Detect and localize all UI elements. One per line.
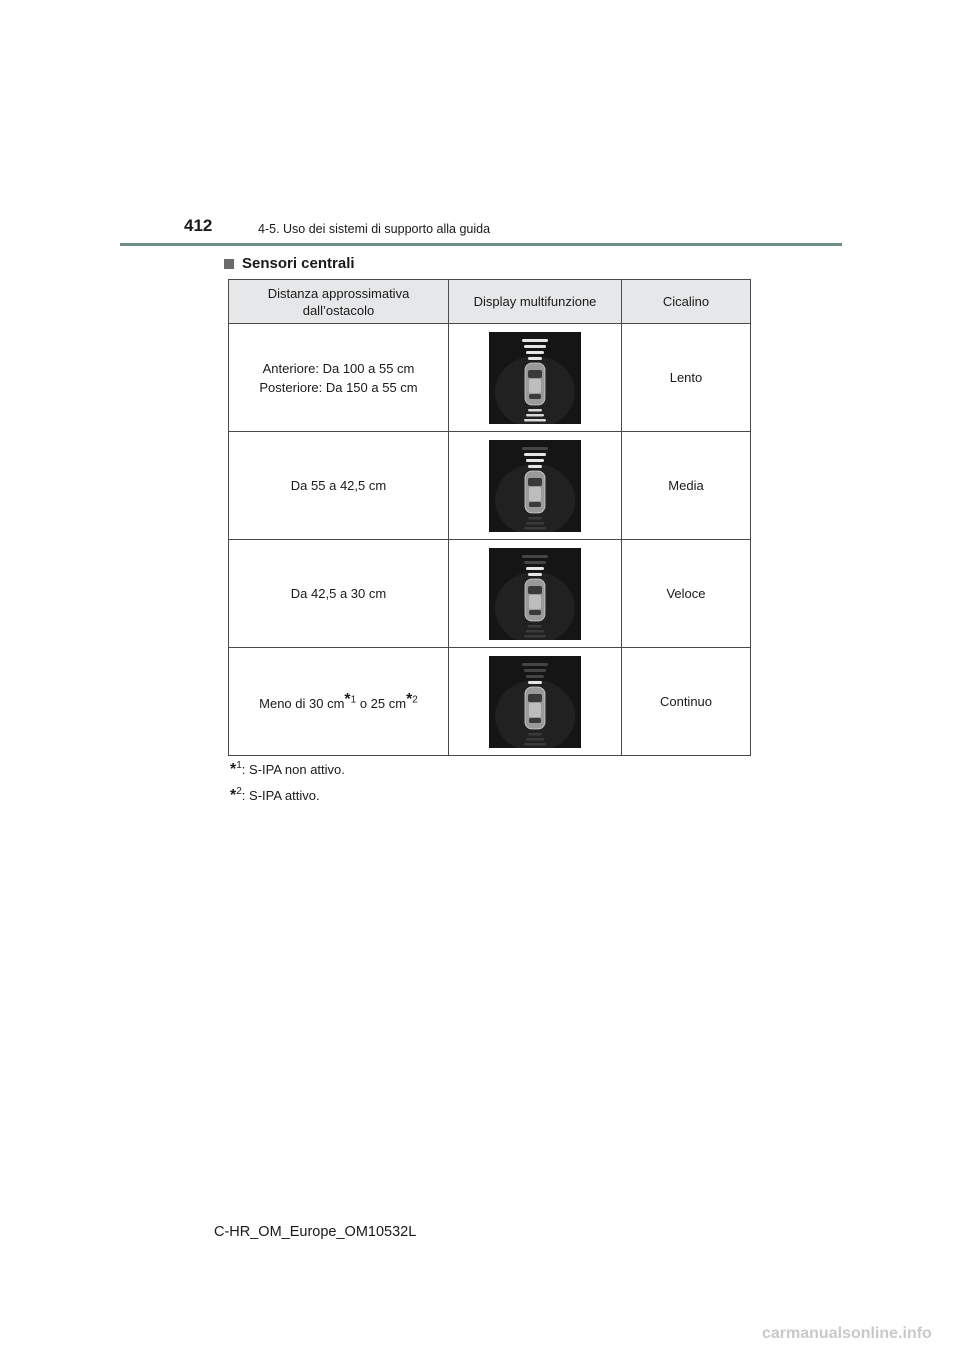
distance-cell: Da 55 a 42,5 cm [229,432,449,540]
header-buzzer: Cicalino [622,280,751,324]
multi-information-display-image [489,440,581,532]
buzzer-cell: Veloce [622,540,751,648]
rear-sensor-bar [526,738,544,741]
table-row [229,324,751,432]
buzzer-cell: Media [622,432,751,540]
footnote-2 [230,786,320,805]
front-sensor-bar [524,453,546,456]
multi-information-display-image [489,332,581,424]
footnote-star-icon: * [230,761,237,778]
footnote-text: : S-IPA attivo. [241,788,320,803]
car-rear-window-icon [529,394,541,399]
car-windshield-icon [528,694,542,702]
car-windshield-icon [528,370,542,378]
distance-cell: Da 42,5 a 30 cm [229,540,449,648]
multi-information-display-image [489,548,581,640]
front-sensor-bar [528,465,542,468]
footnote-number: 1 [236,760,242,771]
distance-cell [229,648,449,756]
header-rule [120,243,842,246]
distance-cell [229,324,449,432]
rear-sensor-bar [524,527,546,530]
table-header-row [229,280,751,324]
car-rear-window-icon [529,610,541,615]
rear-sensor-bar [524,635,546,638]
distance-rear: Posteriore: Da 150 a 55 cm [259,379,418,395]
distance-front: Anteriore: Da 100 a 55 cm [262,360,415,376]
front-sensor-bar [526,351,544,354]
page-number: 412 [184,216,213,235]
footnote-star-icon: * [406,691,413,708]
watermark: carmanualsonline.info [762,1325,932,1342]
rear-sensor-bar [524,419,546,422]
footnote-ref: 1 [350,694,357,706]
multi-information-display-image [489,656,581,748]
rear-sensor-bar [524,743,546,746]
display-cell [449,648,622,756]
car-roof-icon [529,487,541,501]
document-code: C-HR_OM_Europe_OM10532L [214,1224,417,1240]
car-roof-icon [529,703,541,717]
chapter-title: 4-5. Uso dei sistemi di supporto alla guida [258,222,491,236]
car-roof-icon [529,595,541,609]
buzzer-cell: Continuo [622,648,751,756]
car-windshield-icon [528,586,542,594]
square-bullet-icon [224,259,234,269]
car-rear-window-icon [529,718,541,723]
front-sensor-bar [524,345,546,348]
footnote-number: 2 [236,786,242,797]
rear-sensor-bar [528,409,542,412]
rear-sensor-bar [528,625,542,628]
sensor-distance-table [228,279,751,756]
front-sensor-bar [526,675,544,678]
front-sensor-bar [522,555,548,558]
front-sensor-bar [524,561,546,564]
distance-text: Meno di 30 cm [259,696,345,711]
car-roof-icon [529,379,541,393]
display-cell [449,324,622,432]
front-sensor-bar [526,567,544,570]
front-sensor-bar [522,339,548,342]
section-title: Sensori centrali [242,255,355,272]
rear-sensor-bar [528,517,542,520]
rear-sensor-bar [528,733,542,736]
front-sensor-bar [526,459,544,462]
rear-sensor-bar [526,414,544,417]
section-heading [224,255,355,272]
front-sensor-bar [528,357,542,360]
rear-sensor-bar [526,522,544,525]
front-sensor-bar [528,573,542,576]
table-row [229,540,751,648]
front-sensor-bar [522,447,548,450]
footnote-star-icon: * [344,691,351,708]
rear-sensor-bar [526,630,544,633]
table-row [229,432,751,540]
display-cell [449,540,622,648]
front-sensor-bar [522,663,548,666]
front-sensor-bar [524,669,546,672]
header-display: Display multifunzione [449,280,622,324]
car-rear-window-icon [529,502,541,507]
display-cell [449,432,622,540]
distance-text-alt: o 25 cm [356,696,407,711]
header-distance: Distanza approssimativa dall’ostacolo [229,280,449,324]
footnote-text: : S-IPA non attivo. [241,762,345,777]
car-windshield-icon [528,478,542,486]
buzzer-cell: Lento [622,324,751,432]
footnote-1 [230,760,345,779]
footnote-ref: 2 [412,694,418,706]
front-sensor-bar [528,681,542,684]
footnote-star-icon: * [230,787,237,804]
table-row [229,648,751,756]
